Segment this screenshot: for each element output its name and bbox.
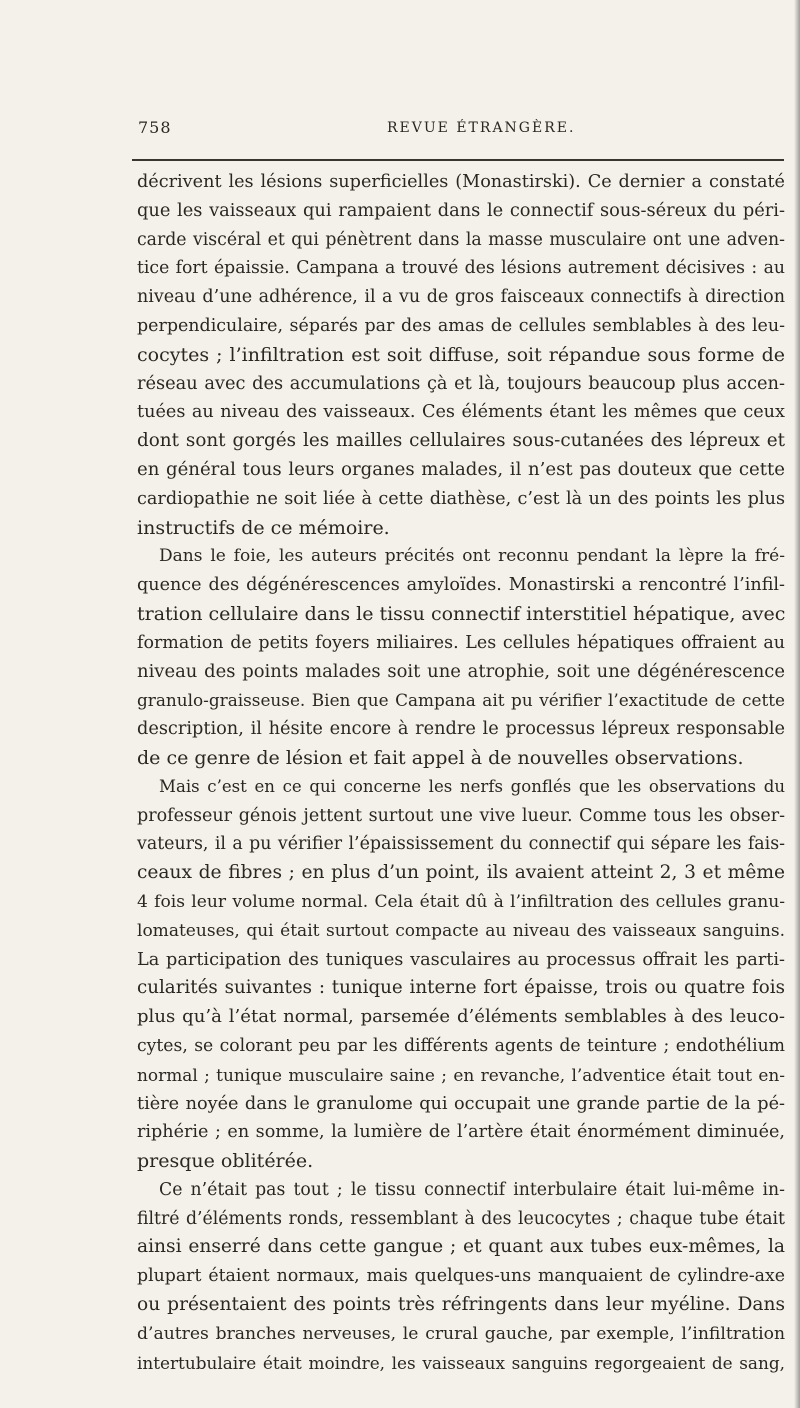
text-line: tière noyée dans le granulome qui occupait une grande partie de la pé- bbox=[137, 1093, 785, 1114]
text-line: intertubulaire était moindre, les vaisseaux sanguins regorgeaient de sang, bbox=[137, 1352, 785, 1373]
text-line: niveau des points malades soit une atrophie, soit une dégénérescence bbox=[137, 660, 785, 682]
text-line: tuées au niveau des vaisseaux. Ces éléments étant les mêmes que ceux bbox=[137, 402, 785, 423]
text-line: lomateuses, qui était surtout compacte au niveau des vaisseaux sanguins. bbox=[137, 920, 785, 941]
text-line: riphérie ; en somme, la lumière de l’artère était énormément diminuée, bbox=[137, 1122, 785, 1143]
text-line: normal ; tunique musculaire saine ; en revanche, l’adventice était tout en- bbox=[137, 1064, 785, 1085]
text-line: réseau avec des accumulations çà et là, toujours beaucoup plus accen- bbox=[137, 372, 785, 394]
text-line: dont sont gorgés les mailles cellulaires sous-cutanées des lépreux et bbox=[137, 430, 785, 452]
text-line: carde viscéral et qui pénètrent dans la masse musculaire ont une adven- bbox=[137, 229, 785, 250]
text-line: granulo-graisseuse. Bien que Campana ait pu vérifier l’exactitude de cette bbox=[137, 690, 785, 711]
page-number: 758 bbox=[138, 118, 172, 137]
paragraph-end-line: de ce genre de lésion et fait appel à de nouvelles observations. bbox=[137, 746, 744, 769]
paragraph-start-line: Mais c’est en ce qui concerne les nerfs gonflés que les observations du bbox=[159, 776, 785, 796]
text-line: formation de petits foyers miliaires. Les cellules hépatiques offraient au bbox=[137, 632, 785, 653]
text-line: que les vaisseaux qui rampaient dans le connectif sous-séreux du péri- bbox=[137, 199, 785, 221]
text-line: tration cellulaire dans le tissu connectif interstitiel hépatique, avec bbox=[137, 602, 786, 625]
text-line: tice fort épaissie. Campana a trouvé des lésions autrement décisives : au bbox=[137, 258, 785, 279]
text-line: La participation des tuniques vasculaires au processus offrait les parti- bbox=[137, 949, 785, 970]
text-line: cocytes ; l’infiltration est soit diffuse, soit répandue sous forme de bbox=[137, 343, 785, 366]
text-line: cardiopathie ne soit liée à cette diathèse, c’est là un des points les plus bbox=[137, 488, 785, 509]
text-line: ainsi enserré dans cette gangue ; et quant aux tubes eux-mêmes, la bbox=[137, 1236, 785, 1258]
paragraph-end-line: instructifs de ce mémoire. bbox=[137, 516, 390, 539]
body-text bbox=[137, 168, 785, 1377]
paragraph-start-line: Dans le foie, les auteurs précités ont reconnu pendant la lèpre la fré- bbox=[159, 546, 785, 567]
running-title: REVUE ÉTRANGÈRE. bbox=[387, 120, 576, 136]
text-line: niveau d’une adhérence, il a vu de gros faisceaux connectifs à direction bbox=[137, 287, 785, 308]
text-line: en général tous leurs organes malades, il n’est pas douteux que cette bbox=[137, 458, 785, 480]
text-line: d’autres branches nerveuses, le crural gauche, par exemple, l’infiltration bbox=[137, 1323, 785, 1344]
text-line: 4 fois leur volume normal. Cela était dû à l’infiltration des cellules granu- bbox=[137, 891, 785, 912]
paragraph-end-line: presque oblitérée. bbox=[137, 1150, 314, 1173]
text-line: décrivent les lésions superficielles (Monastirski). Ce dernier a constaté bbox=[137, 172, 785, 192]
text-line: vateurs, il a pu vérifier l’épaississement du connectif qui sépare les fais- bbox=[137, 834, 785, 855]
text-line: plus qu’à l’état normal, parsemée d’éléments semblables à des leuco- bbox=[137, 1006, 785, 1028]
text-line: filtré d’éléments ronds, ressemblant à des leucocytes ; chaque tube était bbox=[137, 1208, 785, 1229]
text-line: plupart étaient normaux, mais quelques-uns manquaient de cylindre-axe bbox=[137, 1266, 785, 1287]
text-line: quence des dégénérescences amyloïdes. Monastirski a rencontré l’infil- bbox=[137, 575, 785, 596]
running-head bbox=[132, 118, 782, 148]
text-line: cytes, se colorant peu par les différents agents de teinture ; endothélium bbox=[137, 1035, 785, 1056]
text-line: perpendiculaire, séparés par des amas de cellules semblables à des leu- bbox=[137, 315, 785, 336]
text-line: cularités suivantes : tunique interne fort épaisse, trois ou quatre fois bbox=[137, 977, 785, 999]
text-line: description, il hésite encore à rendre le processus lépreux responsable bbox=[137, 719, 785, 740]
header-rule bbox=[132, 159, 784, 161]
paragraph-start-line: Ce n’était pas tout ; le tissu connectif interbulaire était lui-même in- bbox=[159, 1179, 785, 1200]
text-line: professeur génois jettent surtout une vive lueur. Comme tous les obser- bbox=[137, 805, 785, 826]
text-line: ou présentaient des points très réfringents dans leur myéline. Dans bbox=[137, 1294, 785, 1316]
page-edge-shadow bbox=[794, 0, 800, 1408]
text-line: ceaux de fibres ; en plus d’un point, ils avaient atteint 2, 3 et même bbox=[137, 862, 785, 884]
